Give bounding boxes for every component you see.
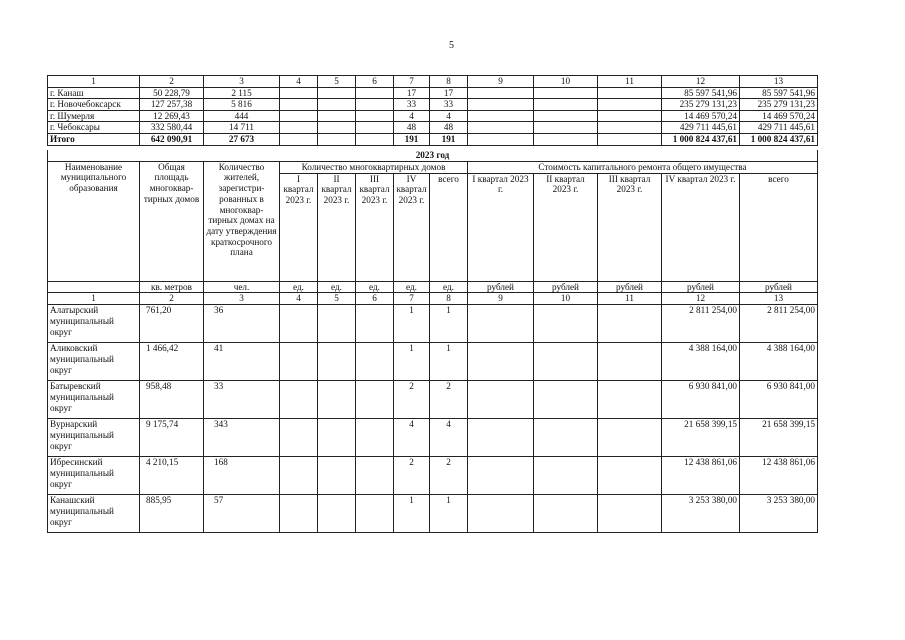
table-cell: 14 711	[204, 122, 280, 134]
table-cell: 4 388 164,00	[740, 343, 818, 381]
total-cell	[468, 133, 534, 145]
table-cell	[356, 457, 394, 495]
header-cost-col: III квартал 2023 г.	[598, 173, 662, 281]
table-cell	[280, 110, 318, 122]
table-row	[48, 457, 818, 495]
table-cell	[356, 495, 394, 533]
table-cell	[598, 99, 662, 111]
municipality-name: Канашский муниципальный округ	[48, 495, 140, 533]
table-cell	[280, 99, 318, 111]
table-cell	[534, 305, 598, 343]
column-number: 5	[318, 76, 356, 88]
table-cell: 2 115	[204, 87, 280, 99]
table-cell	[356, 381, 394, 419]
column-number: 8	[430, 76, 468, 88]
header-count-col: III квартал 2023 г.	[356, 173, 394, 281]
table-cell: 2 811 254,00	[662, 305, 740, 343]
table-row	[48, 419, 818, 457]
table-cell	[280, 457, 318, 495]
table-cell	[318, 110, 356, 122]
table-cell	[318, 419, 356, 457]
total-cell	[598, 133, 662, 145]
repair-plan-table	[47, 150, 818, 533]
municipality-name: г. Новочебоксарск	[48, 99, 140, 111]
header-cost-col: II квартал 2023 г.	[534, 173, 598, 281]
column-number: 13	[740, 293, 818, 305]
table-cell: 12 438 861,06	[662, 457, 740, 495]
total-label: Итого	[48, 133, 140, 145]
unit-cell: кв. метров	[140, 281, 204, 293]
table-cell: 2	[394, 457, 430, 495]
column-number: 3	[204, 293, 280, 305]
table-cell	[598, 381, 662, 419]
table-cell	[598, 495, 662, 533]
table-cell: 1	[394, 305, 430, 343]
municipality-name: г. Канаш	[48, 87, 140, 99]
total-cell	[318, 133, 356, 145]
table-cell	[318, 87, 356, 99]
table-cell	[356, 99, 394, 111]
header-name: Наименование муниципального образования	[48, 161, 140, 281]
table-cell	[534, 419, 598, 457]
table-cell	[598, 419, 662, 457]
table-cell	[318, 99, 356, 111]
table-cell: 1	[394, 495, 430, 533]
table-cell: 761,20	[140, 305, 204, 343]
municipality-name: Алатырский муниципальный округ	[48, 305, 140, 343]
table-cell: 3 253 380,00	[740, 495, 818, 533]
table-row	[48, 87, 818, 99]
table-cell: 4	[394, 419, 430, 457]
table-cell: 5 816	[204, 99, 280, 111]
column-number: 1	[48, 76, 140, 88]
table-cell	[598, 122, 662, 134]
table-cell	[534, 99, 598, 111]
table-row	[48, 110, 818, 122]
header-count-col: всего	[430, 173, 468, 281]
table-row	[48, 343, 818, 381]
column-number: 8	[430, 293, 468, 305]
table-row	[48, 122, 818, 134]
column-number: 4	[280, 293, 318, 305]
column-number: 10	[534, 76, 598, 88]
table-cell: 48	[430, 122, 468, 134]
column-number: 13	[740, 76, 818, 88]
unit-cell: ед.	[356, 281, 394, 293]
header-count-col: I квартал 2023 г.	[280, 173, 318, 281]
table-cell: 21 658 399,15	[740, 419, 818, 457]
column-number: 6	[356, 293, 394, 305]
table-cell: 4 388 164,00	[662, 343, 740, 381]
column-number: 5	[318, 293, 356, 305]
table-cell	[468, 419, 534, 457]
header-cost-col: всего	[740, 173, 818, 281]
table-cell	[598, 305, 662, 343]
table-cell	[280, 495, 318, 533]
table-cell: 4	[430, 110, 468, 122]
total-cell: 642 090,91	[140, 133, 204, 145]
total-cell	[534, 133, 598, 145]
table-cell	[598, 343, 662, 381]
column-number: 2	[140, 76, 204, 88]
table-cell	[598, 457, 662, 495]
table-cell	[356, 419, 394, 457]
table-cell: 6 930 841,00	[662, 381, 740, 419]
table-cell: 33	[204, 381, 280, 419]
table-cell	[468, 110, 534, 122]
total-cell: 1 000 824 437,61	[740, 133, 818, 145]
table-cell	[468, 343, 534, 381]
header-cost-col: IV квартал 2023 г.	[662, 173, 740, 281]
column-number: 12	[662, 293, 740, 305]
table-cell: 2	[430, 457, 468, 495]
table-cell: 17	[394, 87, 430, 99]
unit-cell: рублей	[468, 281, 534, 293]
table-cell	[318, 495, 356, 533]
column-number: 9	[468, 76, 534, 88]
table-row	[48, 305, 818, 343]
table-cell: 3 253 380,00	[662, 495, 740, 533]
table-cell: 9 175,74	[140, 419, 204, 457]
table-cell	[534, 110, 598, 122]
header-cost-group: Стоимость капитального ремонта общего имущества	[468, 161, 818, 173]
table-cell: 12 438 861,06	[740, 457, 818, 495]
table-cell: 48	[394, 122, 430, 134]
table-cell: 6 930 841,00	[740, 381, 818, 419]
unit-cell: ед.	[318, 281, 356, 293]
municipality-name: Аликовский муниципальный округ	[48, 343, 140, 381]
column-number: 7	[394, 293, 430, 305]
table-cell	[318, 457, 356, 495]
total-cell: 191	[394, 133, 430, 145]
column-number: 10	[534, 293, 598, 305]
table-cell: 50 228,79	[140, 87, 204, 99]
column-number: 4	[280, 76, 318, 88]
table-cell: 444	[204, 110, 280, 122]
table-cell: 2	[430, 381, 468, 419]
table-cell	[598, 87, 662, 99]
table-cell: 1	[430, 495, 468, 533]
table-cell: 127 257,38	[140, 99, 204, 111]
table-cell	[468, 495, 534, 533]
column-number: 1	[48, 293, 140, 305]
table-cell: 85 597 541,96	[740, 87, 818, 99]
table-cell	[534, 87, 598, 99]
table-cell	[356, 343, 394, 381]
table-cell: 1 466,42	[140, 343, 204, 381]
page-number: 5	[449, 40, 454, 51]
column-number: 7	[394, 76, 430, 88]
header-count-col: IV квартал 2023 г.	[394, 173, 430, 281]
table-cell: 85 597 541,96	[662, 87, 740, 99]
table-cell	[280, 343, 318, 381]
table-cell	[280, 419, 318, 457]
unit-cell: чел.	[204, 281, 280, 293]
table-cell: 343	[204, 419, 280, 457]
year-title: 2023 год	[48, 150, 818, 161]
table-cell: 4 210,15	[140, 457, 204, 495]
column-number: 9	[468, 293, 534, 305]
table-row	[48, 99, 818, 111]
table-cell: 2 811 254,00	[740, 305, 818, 343]
column-number: 6	[356, 76, 394, 88]
total-cell: 191	[430, 133, 468, 145]
total-cell	[356, 133, 394, 145]
table-cell: 1	[430, 343, 468, 381]
table-cell: 33	[394, 99, 430, 111]
table-cell: 14 469 570,24	[662, 110, 740, 122]
table-cell	[318, 381, 356, 419]
unit-cell: рублей	[740, 281, 818, 293]
table-cell: 21 658 399,15	[662, 419, 740, 457]
header-count-group: Количество многоквартирных домов	[280, 161, 468, 173]
table-cell	[468, 122, 534, 134]
header-residents: Количество жителей, зарегистри-рованных в многоквар-тирных домах на дату утверждения краткосрочного плана	[204, 161, 280, 281]
table-cell	[534, 343, 598, 381]
header-area: Общая площадь многоквар-тирных домов	[140, 161, 204, 281]
unit-cell	[48, 281, 140, 293]
header-cost-col: I квартал 2023 г.	[468, 173, 534, 281]
unit-cell: рублей	[598, 281, 662, 293]
table-cell: 958,48	[140, 381, 204, 419]
unit-cell: рублей	[534, 281, 598, 293]
table-cell	[534, 122, 598, 134]
table-cell	[468, 457, 534, 495]
table-cell: 41	[204, 343, 280, 381]
table-cell: 885,95	[140, 495, 204, 533]
table-cell: 33	[430, 99, 468, 111]
table-cell: 4	[430, 419, 468, 457]
total-cell	[280, 133, 318, 145]
table-cell	[468, 99, 534, 111]
table-cell: 235 279 131,23	[740, 99, 818, 111]
table-cell: 429 711 445,61	[662, 122, 740, 134]
table-cell: 36	[204, 305, 280, 343]
summary-table	[47, 75, 818, 146]
table-cell	[318, 305, 356, 343]
header-count-col: II квартал 2023 г.	[318, 173, 356, 281]
table-cell	[318, 122, 356, 134]
column-number: 11	[598, 293, 662, 305]
table-cell	[280, 305, 318, 343]
table-cell: 332 580,44	[140, 122, 204, 134]
total-row	[48, 133, 818, 145]
table-cell	[280, 381, 318, 419]
table-cell: 168	[204, 457, 280, 495]
total-cell: 27 673	[204, 133, 280, 145]
table-cell	[598, 110, 662, 122]
table-cell: 1	[430, 305, 468, 343]
unit-cell: ед.	[280, 281, 318, 293]
municipality-name: Ибресинский муниципальный округ	[48, 457, 140, 495]
total-cell: 1 000 824 437,61	[662, 133, 740, 145]
table-cell	[356, 110, 394, 122]
unit-cell: рублей	[662, 281, 740, 293]
table-cell: 57	[204, 495, 280, 533]
table-cell	[356, 122, 394, 134]
table-cell	[468, 87, 534, 99]
table-cell: 2	[394, 381, 430, 419]
table-row	[48, 495, 818, 533]
municipality-name: г. Чебоксары	[48, 122, 140, 134]
table-cell: 1	[394, 343, 430, 381]
table-cell	[534, 381, 598, 419]
municipality-name: г. Шумерля	[48, 110, 140, 122]
table-cell: 4	[394, 110, 430, 122]
table-cell	[534, 457, 598, 495]
table-cell	[468, 305, 534, 343]
table-cell	[280, 122, 318, 134]
table-cell: 12 269,43	[140, 110, 204, 122]
table-cell	[356, 305, 394, 343]
municipality-name: Вурнарский муниципальный округ	[48, 419, 140, 457]
table-cell: 17	[430, 87, 468, 99]
table-cell	[280, 87, 318, 99]
column-number: 2	[140, 293, 204, 305]
table-cell: 429 711 445,61	[740, 122, 818, 134]
table-cell	[318, 343, 356, 381]
table-cell: 235 279 131,23	[662, 99, 740, 111]
table-cell	[468, 381, 534, 419]
table-cell	[356, 87, 394, 99]
table-cell	[534, 495, 598, 533]
table-cell: 14 469 570,24	[740, 110, 818, 122]
column-number: 12	[662, 76, 740, 88]
municipality-name: Батыревский муниципальный округ	[48, 381, 140, 419]
unit-cell: ед.	[394, 281, 430, 293]
column-number: 3	[204, 76, 280, 88]
column-number: 11	[598, 76, 662, 88]
table-row	[48, 381, 818, 419]
unit-cell: ед.	[430, 281, 468, 293]
